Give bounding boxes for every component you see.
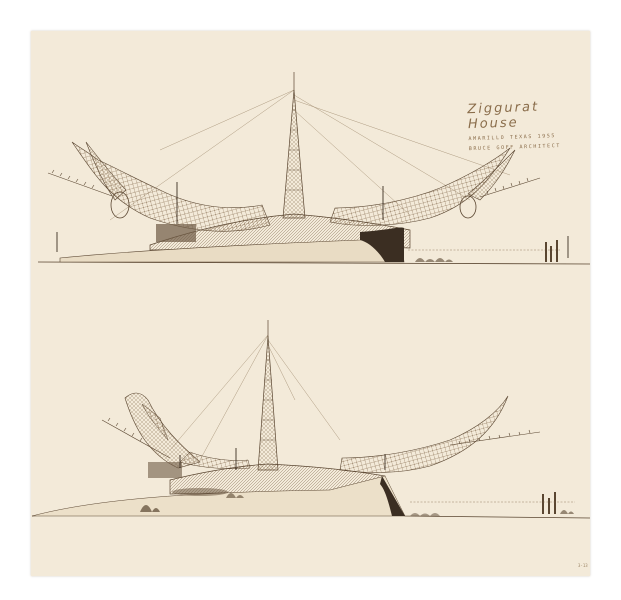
central-mast-lower xyxy=(258,320,278,470)
right-horn xyxy=(330,148,540,225)
left-wall-block-lower xyxy=(148,462,182,478)
drawing-title: Ziggurat House xyxy=(467,99,540,133)
title-block xyxy=(467,98,594,152)
lower-elevation xyxy=(32,320,590,518)
left-horn xyxy=(48,142,270,231)
pool xyxy=(172,488,228,496)
drawing-architect: BRUCE GOFF ARCHITECT xyxy=(468,142,562,153)
drawing-location: AMARILLO TEXAS 1955 xyxy=(468,133,557,143)
upper-vegetation xyxy=(415,240,558,262)
right-horn-lower xyxy=(340,396,540,473)
left-horn-lower xyxy=(102,393,250,469)
left-wall-block xyxy=(156,224,196,242)
central-mast xyxy=(283,72,305,218)
guy-wires-lower xyxy=(170,335,340,460)
corner-note: 3-13 xyxy=(578,563,588,568)
